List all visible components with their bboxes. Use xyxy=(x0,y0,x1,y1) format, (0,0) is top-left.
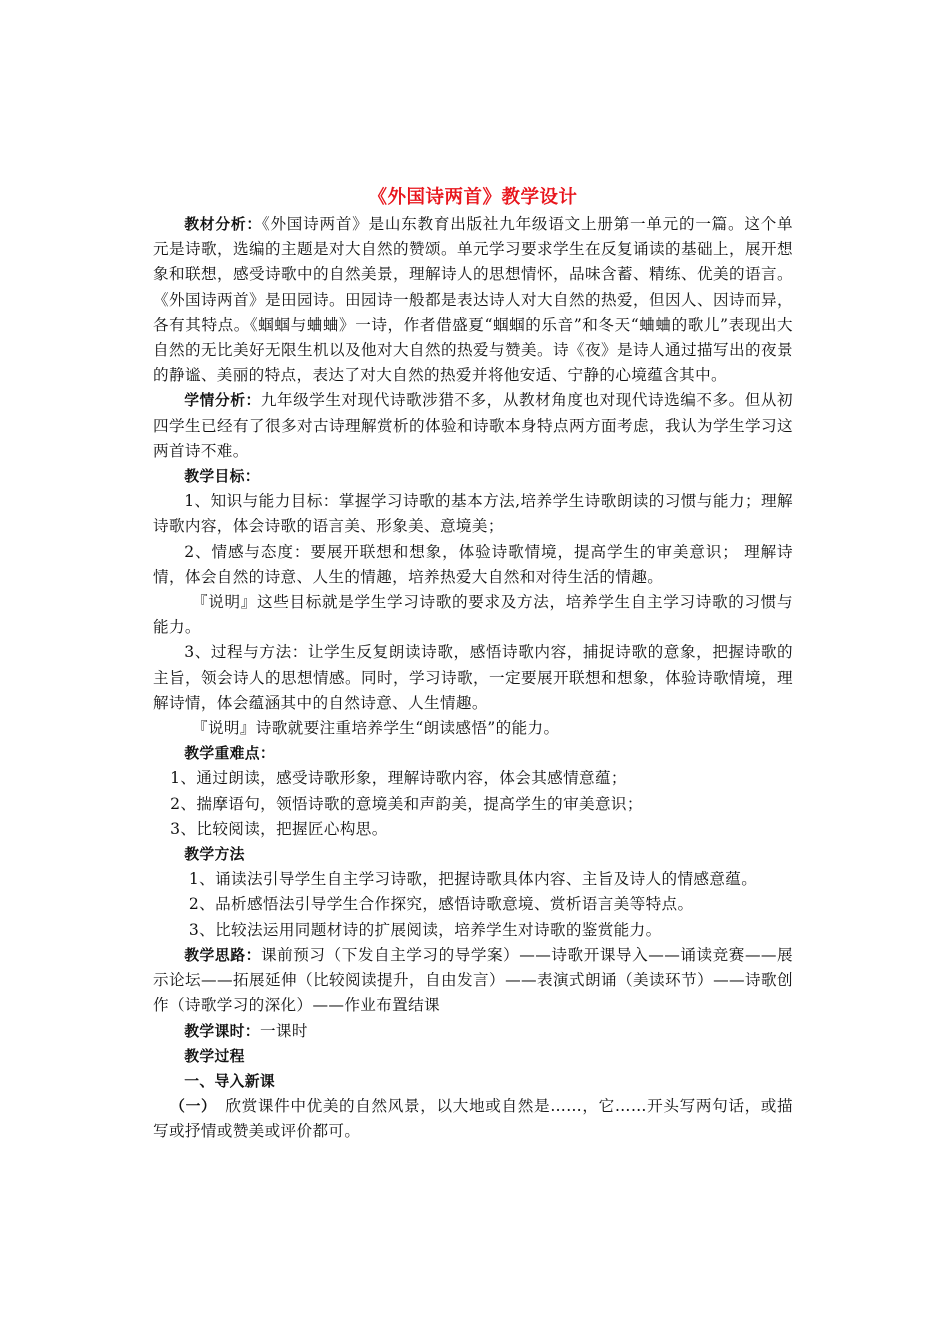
approach-text: 课前预习（下发自主学习的导学案）——诗歌开课导入——诵读竞赛——展示论坛——拓展延伸（比较阅读提升，自由发言）——表演式朗诵（美读环节）——诗歌创作（诗歌学习的深化）——作业布置结课 xyxy=(153,945,793,1015)
document-page xyxy=(153,186,793,1145)
method-item: 1、诵读法引导学生自主学习诗歌，把握诗歌具体内容、主旨及诗人的情感意蕴。 xyxy=(188,870,758,889)
method-item: 2、品析感悟法引导学生合作探究，感悟诗歌意境、赏析语言美等特点。 xyxy=(188,895,694,914)
material-analysis-text: 《外国诗两首》是山东教育出版社九年级语文上册第一单元的一篇。这个单元是诗歌，选编的主题是对大自然的赞颂。单元学习要求学生在反复诵读的基础上，展开想象和联想，感受诗歌中的自然美景，理解诗人的思想情怀，品味含蓄、精练、优美的语言。《外国诗两首》是田园诗。田园诗一般都是表达诗人对大自然的热爱，但因人、因诗而异，各有其特点。《蝈蝈与蛐蛐》一诗，作者借盛夏“蝈蝈的乐音”和冬天“蛐蛐的歌儿”表现出大自然的无比美好无限生机以及他对大自然的热爱与赞美。诗《夜》是诗人通过描写出的夜景的静谧、美丽的特点，表达了对大自然的热爱并将他安适、宁静的心境蕴含其中。 xyxy=(153,215,793,385)
material-analysis-label: 教材分析： xyxy=(184,216,262,233)
step-text: 欣赏课件中优美的自然风景，以大地或自然是……，它……开头写两句话，或描写或抒情或赞美或评价都可。 xyxy=(153,1097,793,1141)
hours-text: 一课时 xyxy=(259,1021,308,1040)
hours-label: 教学课时： xyxy=(184,1022,260,1040)
process-step-1 xyxy=(153,1094,793,1144)
method-item: 3、比较法运用同题材诗的扩展阅读，培养学生对诗歌的鉴赏能力。 xyxy=(188,920,662,939)
methods-heading: 教学方法 xyxy=(184,846,245,864)
key-point-item: 3、比较阅读，把握匠心构思。 xyxy=(170,819,388,838)
key-point-item: 1、通过朗读，感受诗歌形象，理解诗歌内容，体会其感情意蕴； xyxy=(170,769,627,788)
section-1-heading: 一、导入新课 xyxy=(184,1072,276,1090)
hours-paragraph xyxy=(153,1019,793,1044)
step-label: （一） xyxy=(170,1098,210,1116)
goal-note-1: 『说明』这些目标就是学生学习诗歌的要求及方法，培养学生自主学习诗歌的习惯与能力。 xyxy=(153,593,793,637)
approach-label: 教学思路： xyxy=(184,946,261,964)
material-analysis-paragraph xyxy=(153,212,793,388)
learner-analysis-label: 学情分析： xyxy=(184,392,261,410)
process-heading: 教学过程 xyxy=(184,1047,245,1065)
goal-emotion: 2、情感与态度：要展开联想和想象，体验诗歌情境，提高学生的审美意识； 理解诗情，体会自然的诗意、人生的情趣，培养热爱大自然和对待生活的情趣。 xyxy=(153,542,793,586)
key-points-heading: 教学重难点： xyxy=(184,745,276,763)
learner-analysis-text: 九年级学生对现代诗歌涉猎不多，从教材角度也对现代诗选编不多。但从初四学生已经有了很多对古诗理解赏析的体验和诗歌本身特点两方面考虑，我认为学生学习这两首诗不难。 xyxy=(153,391,793,460)
goal-process: 3、过程与方法：让学生反复朗读诗歌，感悟诗歌内容，捕捉诗歌的意象，把握诗歌的主旨，领会诗人的思想情感。同时，学习诗歌，一定要展开联想和想象，体验诗歌情境，理解诗情，体会蕴涵其中的自然诗意、人生情趣。 xyxy=(153,643,793,712)
learner-analysis-paragraph xyxy=(153,388,793,464)
approach-paragraph xyxy=(153,943,793,1019)
goals-heading: 教学目标： xyxy=(184,468,260,486)
key-point-item: 2、揣摩语句，领悟诗歌的意境美和声韵美，提高学生的审美意识； xyxy=(170,794,643,813)
goal-note-2: 『说明』诗歌就要注重培养学生“朗读感悟”的能力。 xyxy=(192,719,560,738)
goal-knowledge: 1、知识与能力目标：掌握学习诗歌的基本方法,培养学生诗歌朗读的习惯与能力；理解诗歌内容，体会诗歌的语言美、形象美、意境美； xyxy=(153,492,793,536)
document-title: 《外国诗两首》教学设计 xyxy=(368,187,578,208)
